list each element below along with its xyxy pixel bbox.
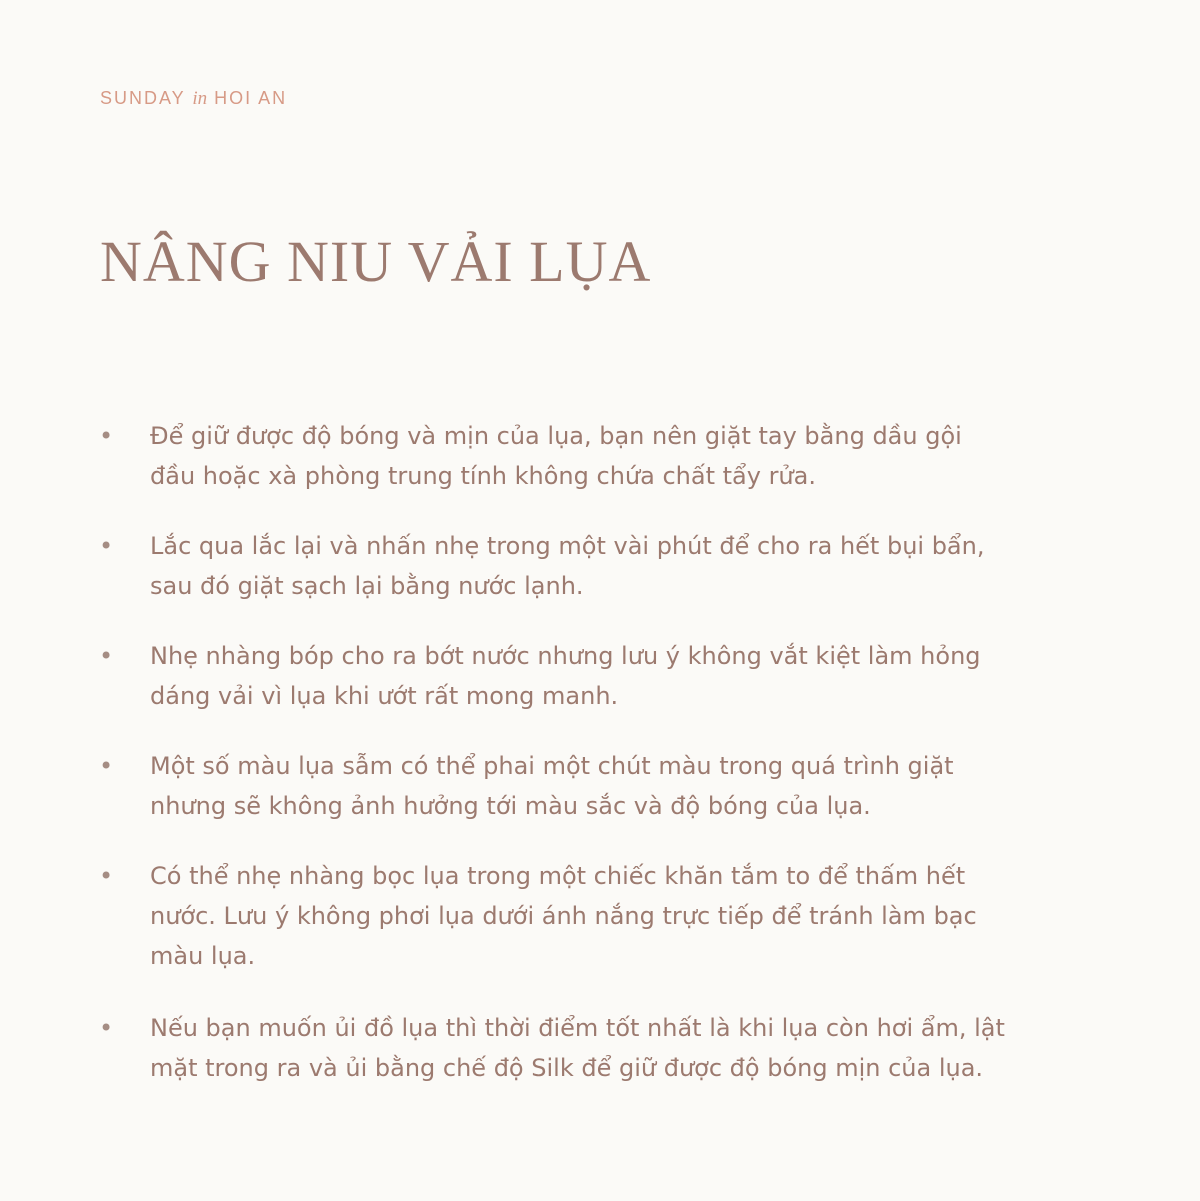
list-item-text: Nhẹ nhàng bóp cho ra bớt nước nhưng lưu ý không vắt kiệt làm hỏng dáng vải vì lụa khi ướt rất mong manh. [150, 642, 981, 710]
brand-logo [100, 88, 287, 110]
brand-name-in: in [192, 88, 208, 109]
list-item-text: Nếu bạn muốn ủi đồ lụa thì thời điểm tốt nhất là khi lụa còn hơi ẩm, lật mặt trong ra và ủi bằng chế độ Silk để giữ được độ bóng mịn của lụa. [150, 1014, 1005, 1082]
bullet-icon: • [99, 752, 114, 780]
bullet-icon: • [99, 642, 114, 670]
bullet-icon: • [99, 422, 114, 450]
bullet-icon: • [99, 1014, 114, 1042]
brand-name-sunday: SUNDAY [100, 88, 186, 108]
list-item-text: Lắc qua lắc lại và nhấn nhẹ trong một vài phút để cho ra hết bụi bẩn, sau đó giặt sạch lại bằng nước lạnh. [150, 532, 985, 600]
list-item-text: Có thể nhẹ nhàng bọc lụa trong một chiếc khăn tắm to để thấm hết nước. Lưu ý không phơi lụa dưới ánh nắng trực tiếp để tránh làm bạc màu lụa. [150, 862, 977, 970]
list-item-text: Một số màu lụa sẫm có thể phai một chút màu trong quá trình giặt nhưng sẽ không ảnh hưởng tới màu sắc và độ bóng của lụa. [150, 752, 954, 820]
list-item-text: Để giữ được độ bóng và mịn của lụa, bạn nên giặt tay bằng dầu gội đầu hoặc xà phòng trung tính không chứa chất tẩy rửa. [150, 422, 962, 490]
bullet-icon: • [99, 862, 114, 890]
brand-name-hoian: HOI AN [214, 88, 288, 108]
bullet-icon: • [99, 532, 114, 560]
page-title: NÂNG NIU VẢI LỤA [100, 229, 652, 294]
